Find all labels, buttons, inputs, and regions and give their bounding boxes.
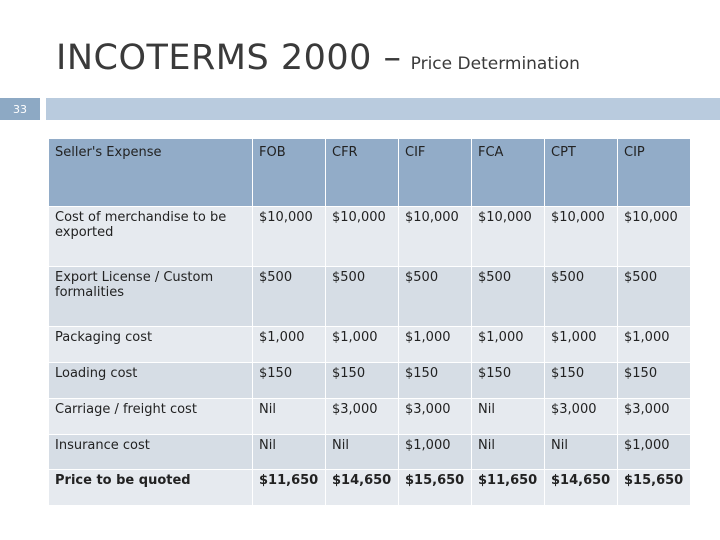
table-cell: $3,000 [618, 398, 691, 434]
table-row-total [49, 470, 691, 506]
slide-title-main: INCOTERMS 2000 – [56, 38, 402, 78]
table-cell: $11,650 [472, 470, 545, 506]
table-cell: $1,000 [545, 327, 618, 363]
table-cell: Nil [472, 398, 545, 434]
table-cell: $1,000 [399, 434, 472, 470]
header-bar [46, 98, 720, 120]
table-cell: $10,000 [545, 207, 618, 267]
table-cell: Nil [472, 434, 545, 470]
row-label: Price to be quoted [49, 470, 253, 506]
table-cell: $500 [326, 267, 399, 327]
slide-number: 33 [0, 98, 40, 120]
table-cell: $10,000 [253, 207, 326, 267]
table-cell: $10,000 [618, 207, 691, 267]
table-row [49, 363, 691, 399]
row-label: Loading cost [49, 363, 253, 399]
table-row [49, 434, 691, 470]
table-row [49, 207, 691, 267]
header-cell-cpt: CPT [545, 139, 618, 207]
header-cell-fca: FCA [472, 139, 545, 207]
table-cell: Nil [545, 434, 618, 470]
slide-title [56, 38, 580, 78]
table-cell: $10,000 [399, 207, 472, 267]
table-cell: $3,000 [399, 398, 472, 434]
table-cell: $150 [472, 363, 545, 399]
table-cell: $14,650 [326, 470, 399, 506]
table-cell: Nil [253, 434, 326, 470]
header-cell-cfr: CFR [326, 139, 399, 207]
table-cell: $500 [472, 267, 545, 327]
table-cell: $1,000 [618, 327, 691, 363]
slide-title-subtitle: Price Determination [410, 54, 580, 74]
table-cell: $10,000 [326, 207, 399, 267]
table-cell: $500 [253, 267, 326, 327]
table-cell: $1,000 [253, 327, 326, 363]
table-cell: $10,000 [472, 207, 545, 267]
header-cell-cip: CIP [618, 139, 691, 207]
table-cell: $15,650 [618, 470, 691, 506]
table-cell: $3,000 [545, 398, 618, 434]
row-label: Carriage / freight cost [49, 398, 253, 434]
incoterms-table [48, 138, 691, 506]
table-cell: $150 [618, 363, 691, 399]
table-cell: $11,650 [253, 470, 326, 506]
table-row [49, 398, 691, 434]
table-cell: Nil [253, 398, 326, 434]
table-cell: $14,650 [545, 470, 618, 506]
table-cell: $150 [253, 363, 326, 399]
header-cell-sellers-expense: Seller's Expense [49, 139, 253, 207]
row-label: Cost of merchandise to be exported [49, 207, 253, 267]
table-cell: $500 [618, 267, 691, 327]
row-label: Insurance cost [49, 434, 253, 470]
table-cell: $150 [545, 363, 618, 399]
table-cell: $500 [399, 267, 472, 327]
row-label: Export License / Custom formalities [49, 267, 253, 327]
table-cell: $150 [399, 363, 472, 399]
table-row [49, 267, 691, 327]
table-header-row [49, 139, 691, 207]
table-row [49, 327, 691, 363]
table-cell: $500 [545, 267, 618, 327]
table-cell: $1,000 [399, 327, 472, 363]
row-label: Packaging cost [49, 327, 253, 363]
table-cell: $1,000 [326, 327, 399, 363]
table-cell: Nil [326, 434, 399, 470]
table-cell: $15,650 [399, 470, 472, 506]
table-cell: $150 [326, 363, 399, 399]
table-cell: $1,000 [618, 434, 691, 470]
table-cell: $3,000 [326, 398, 399, 434]
header-cell-cif: CIF [399, 139, 472, 207]
header-cell-fob: FOB [253, 139, 326, 207]
table-cell: $1,000 [472, 327, 545, 363]
